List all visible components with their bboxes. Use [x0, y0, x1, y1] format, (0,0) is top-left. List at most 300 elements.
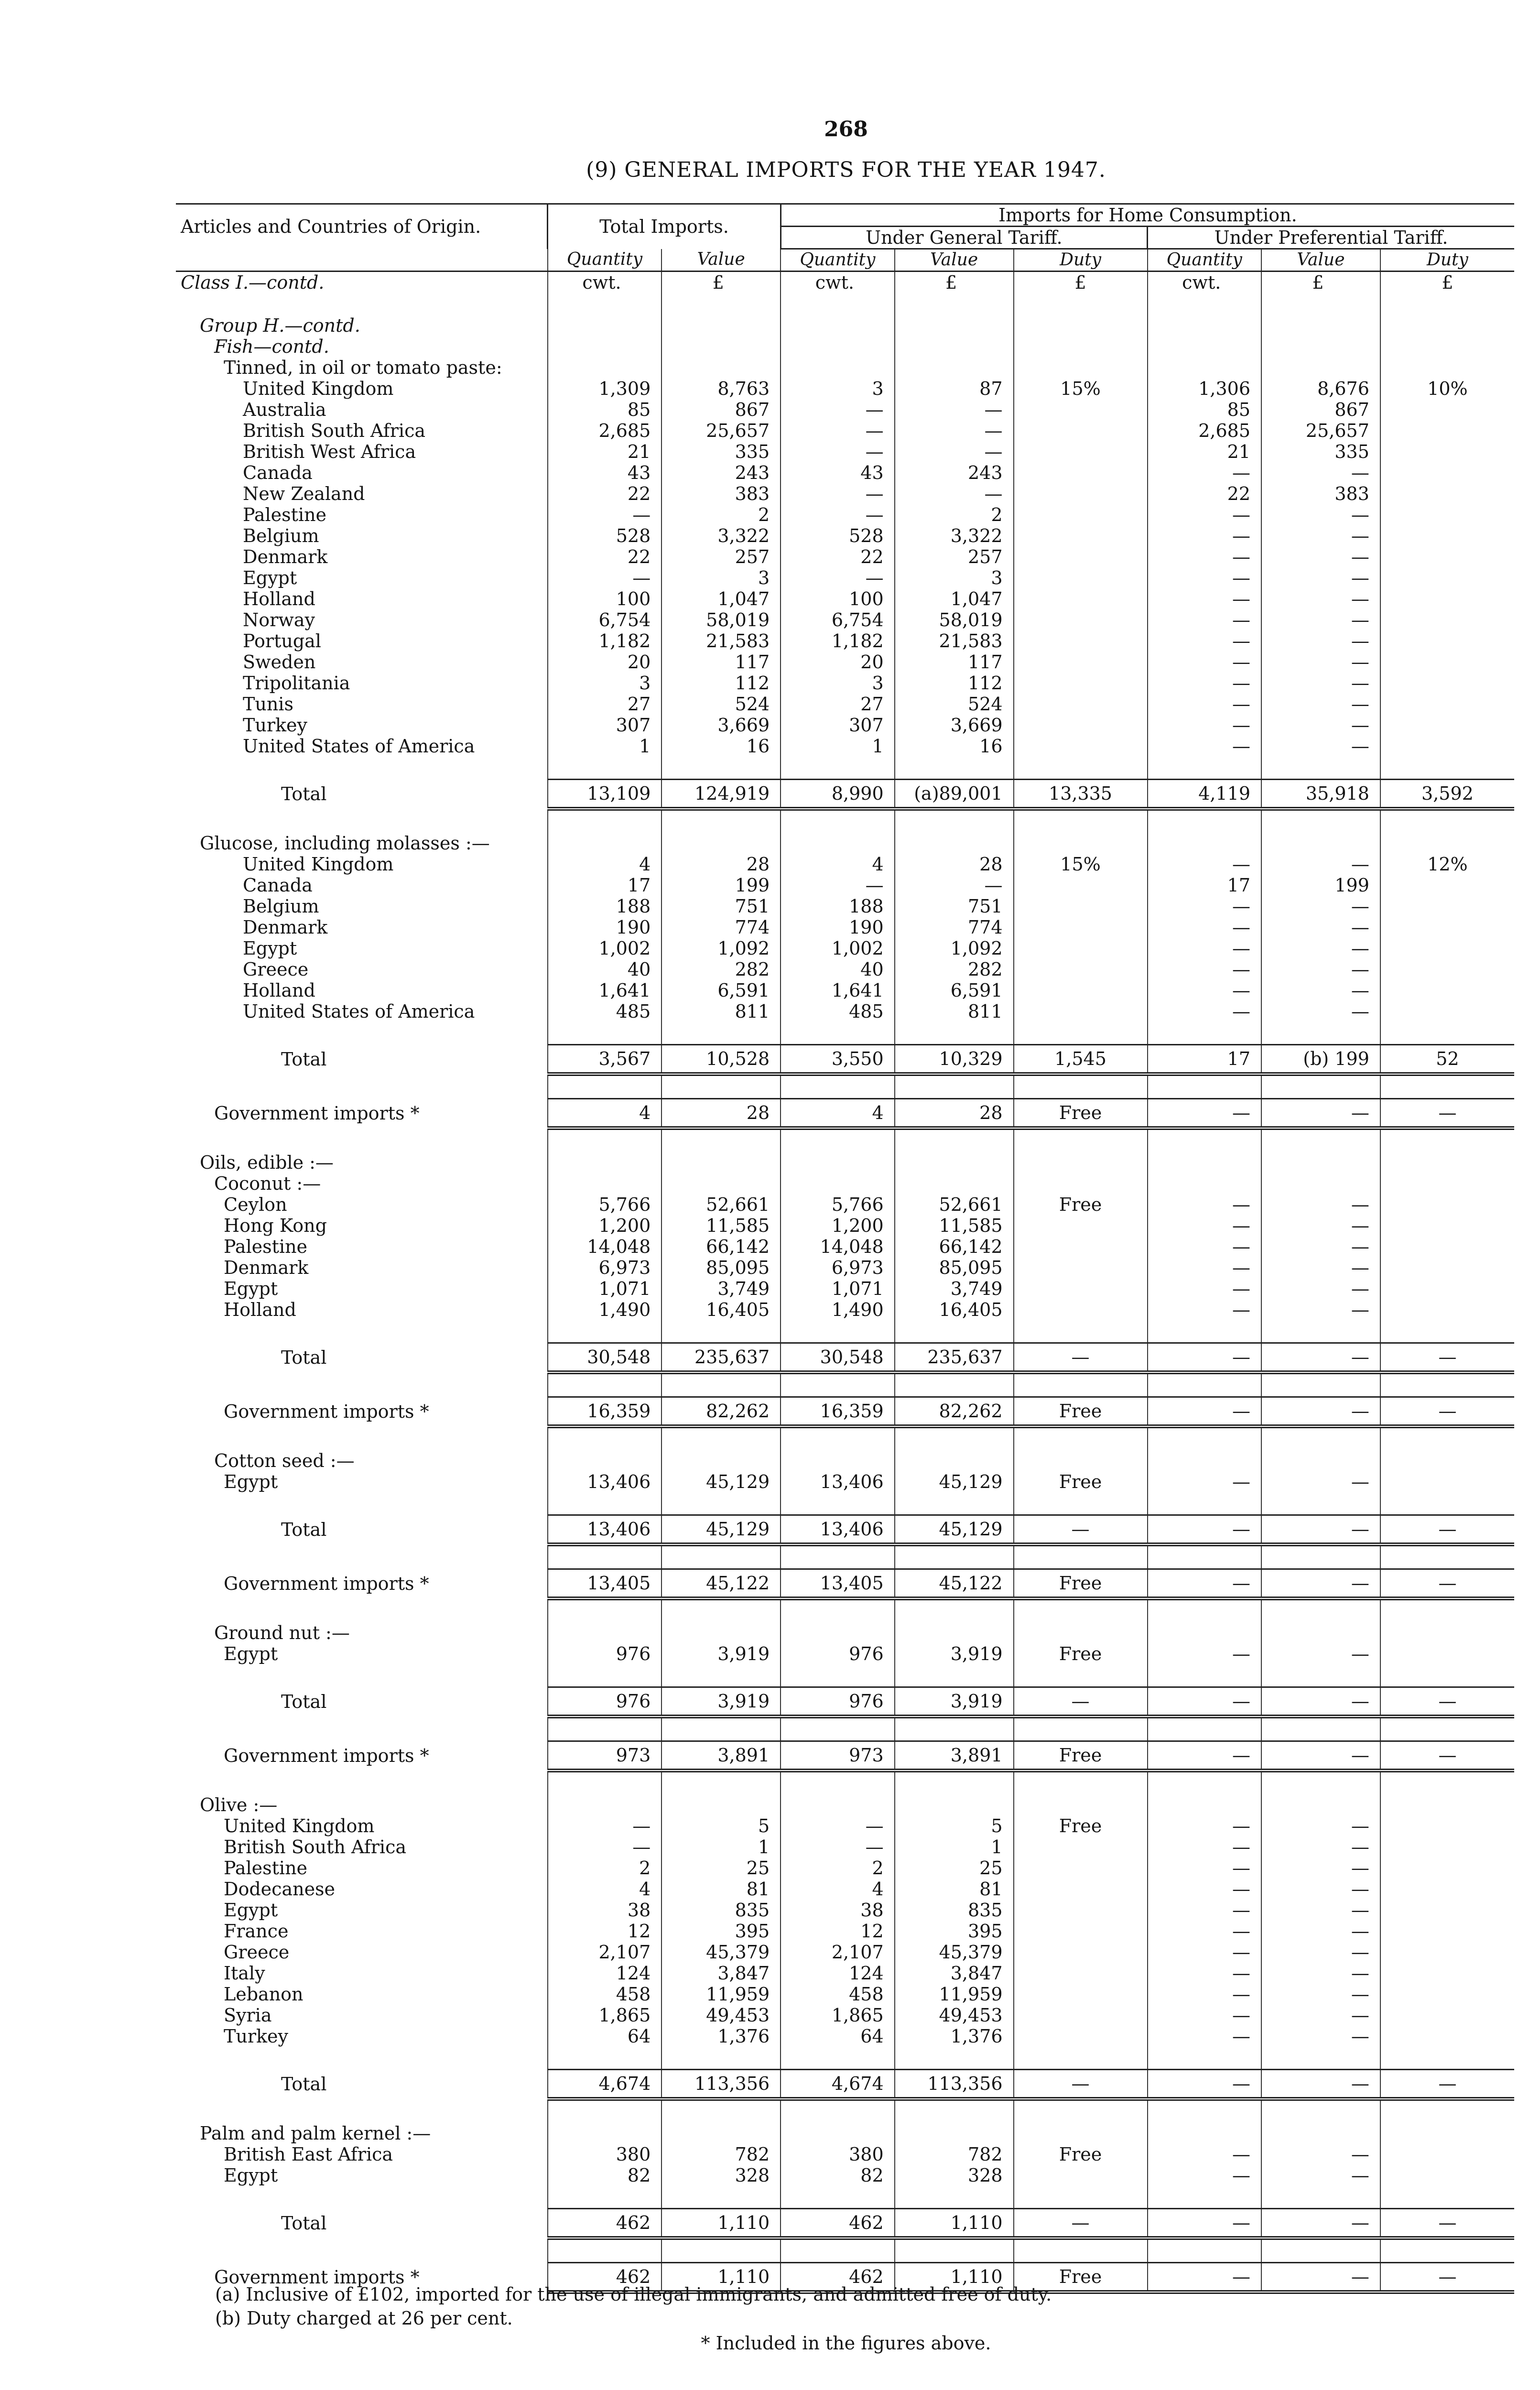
empty-cell — [1014, 1152, 1148, 1173]
cell-pref-quantity: — — [1148, 2070, 1262, 2099]
group-heading-row — [176, 1173, 1514, 1194]
spacer-cell — [662, 809, 781, 833]
spacer-cell — [662, 2099, 781, 2123]
cell-general-value: 49,453 — [895, 2005, 1014, 2026]
group-heading-row — [176, 1152, 1514, 1173]
cell-pref-duty — [1380, 462, 1514, 483]
cell-total-quantity: 13,405 — [548, 1569, 662, 1599]
cell-general-value: 45,379 — [895, 1942, 1014, 1963]
row-label: Denmark — [224, 1257, 309, 1278]
cell-general-quantity: 1,002 — [781, 938, 895, 959]
cell-general-duty: — — [1014, 1343, 1148, 1373]
table-row — [176, 1001, 1514, 1022]
cell-pref-duty — [1380, 399, 1514, 420]
cell-pref-value: — — [1261, 2005, 1380, 2026]
total-row — [176, 1569, 1514, 1599]
cell-general-duty — [1014, 1001, 1148, 1022]
spacer-cell — [1148, 1598, 1262, 1622]
spacer-cell — [1380, 2238, 1514, 2263]
spacer-cell — [781, 1022, 895, 1045]
cell-pref-value: 383 — [1261, 483, 1380, 504]
spacer-cell — [548, 2099, 662, 2123]
empty-cell — [1261, 1152, 1380, 1173]
cell-general-duty — [1014, 609, 1148, 630]
header-pref-value: Value — [1261, 249, 1380, 272]
cell-pref-value: — — [1261, 980, 1380, 1001]
cell-pref-duty — [1380, 2165, 1514, 2186]
spacer-cell — [662, 1320, 781, 1343]
cell-general-quantity: 14,048 — [781, 1236, 895, 1257]
cell-pref-value: — — [1261, 2263, 1380, 2292]
row-label: United States of America — [243, 736, 475, 757]
empty-cell — [1014, 2123, 1148, 2144]
empty-cell — [781, 336, 895, 357]
spacer-cell — [176, 1426, 548, 1450]
cell-pref-duty — [1380, 673, 1514, 694]
empty-cell — [1148, 1152, 1262, 1173]
spacer-cell — [1014, 293, 1148, 315]
total-row — [176, 2209, 1514, 2238]
spacer-cell — [1380, 1544, 1514, 1569]
spacer-cell — [1261, 1426, 1380, 1450]
cell-general-duty — [1014, 1963, 1148, 1984]
cell-pref-quantity: — — [1148, 1836, 1262, 1858]
cell-total-quantity: — — [548, 504, 662, 525]
spacer-cell — [662, 1716, 781, 1741]
spacer-cell — [548, 1320, 662, 1343]
spacer-cell — [1261, 2186, 1380, 2209]
header-pref-quantity: Quantity — [1148, 249, 1262, 272]
empty-cell — [1261, 1450, 1380, 1471]
cell-pref-value: 8,676 — [1261, 378, 1380, 399]
group-heading-row — [176, 315, 1514, 336]
cell-general-duty — [1014, 1942, 1148, 1963]
cell-general-quantity: 40 — [781, 959, 895, 980]
cell-pref-quantity: — — [1148, 525, 1262, 546]
spacer-cell — [176, 1074, 548, 1099]
cell-total-value: 3,322 — [662, 525, 781, 546]
spacer-cell — [662, 757, 781, 780]
cell-general-value: 85,095 — [895, 1257, 1014, 1278]
cell-pref-value: — — [1261, 1942, 1380, 1963]
row-label: Government imports * — [224, 1573, 429, 1595]
spacer-cell — [1380, 1771, 1514, 1794]
empty-cell — [1380, 1622, 1514, 1643]
empty-cell — [662, 1173, 781, 1194]
cell-general-duty — [1014, 715, 1148, 736]
cell-general-duty — [1014, 959, 1148, 980]
empty-cell — [1261, 1622, 1380, 1643]
cell-general-duty — [1014, 1236, 1148, 1257]
cell-general-quantity: 1,182 — [781, 630, 895, 652]
row-label: United Kingdom — [224, 1815, 375, 1836]
cell-total-quantity: — — [548, 1836, 662, 1858]
cell-general-value: 3 — [895, 567, 1014, 588]
cell-total-quantity: 307 — [548, 715, 662, 736]
row-label: Italy — [224, 1963, 265, 1984]
empty-cell — [548, 315, 662, 336]
empty-cell — [662, 833, 781, 854]
cell-total-quantity: 4 — [548, 1879, 662, 1900]
cell-total-value: 25,657 — [662, 420, 781, 441]
cell-total-quantity: 976 — [548, 1687, 662, 1717]
cell-general-duty: Free — [1014, 1741, 1148, 1771]
spacer-cell — [1014, 809, 1148, 833]
empty-cell — [1380, 2123, 1514, 2144]
cell-pref-value: — — [1261, 1215, 1380, 1236]
table-row — [176, 567, 1514, 588]
table-row — [176, 1215, 1514, 1236]
cell-total-quantity: 6,754 — [548, 609, 662, 630]
cell-total-quantity: 1,490 — [548, 1299, 662, 1320]
cell-total-value: 867 — [662, 399, 781, 420]
cell-total-quantity: 1,182 — [548, 630, 662, 652]
table-row — [176, 609, 1514, 630]
cell-general-value: 21,583 — [895, 630, 1014, 652]
cell-general-duty — [1014, 2005, 1148, 2026]
spacer-cell — [781, 2047, 895, 2070]
cell-general-duty — [1014, 588, 1148, 609]
row-label: Total — [281, 1049, 327, 1070]
unit-label: £ — [1261, 272, 1380, 293]
cell-pref-quantity: 85 — [1148, 399, 1262, 420]
cell-general-duty: 15% — [1014, 854, 1148, 875]
cell-general-quantity: — — [781, 441, 895, 462]
row-label: Ground nut :— — [214, 1622, 350, 1643]
cell-total-quantity: 380 — [548, 2144, 662, 2165]
document-title: (9) GENERAL IMPORTS FOR THE YEAR 1947. — [586, 158, 1106, 182]
spacer-cell — [1380, 1664, 1514, 1687]
cell-general-quantity: 1,490 — [781, 1299, 895, 1320]
table-row — [176, 378, 1514, 399]
cell-pref-value: — — [1261, 2026, 1380, 2047]
cell-total-value: 243 — [662, 462, 781, 483]
header-general-duty: Duty — [1014, 249, 1148, 272]
cell-general-quantity: 27 — [781, 694, 895, 715]
cell-general-value: 28 — [895, 854, 1014, 875]
table-row — [176, 588, 1514, 609]
cell-pref-quantity: 17 — [1148, 1045, 1262, 1075]
spacer-row — [176, 1664, 1514, 1687]
cell-general-value: 11,959 — [895, 1984, 1014, 2005]
cell-pref-value: — — [1261, 2165, 1380, 2186]
cell-general-value: 3,919 — [895, 1687, 1014, 1717]
spacer-cell — [1014, 2047, 1148, 2070]
spacer-cell — [1261, 1664, 1380, 1687]
spacer-cell — [1148, 2099, 1262, 2123]
cell-total-quantity: 1,865 — [548, 2005, 662, 2026]
spacer-cell — [895, 1771, 1014, 1794]
cell-total-value: 3,669 — [662, 715, 781, 736]
cell-general-value: 3,919 — [895, 1643, 1014, 1664]
cell-total-value: 28 — [662, 1099, 781, 1129]
cell-general-quantity: 6,973 — [781, 1257, 895, 1278]
cell-pref-value: — — [1261, 896, 1380, 917]
table-row — [176, 525, 1514, 546]
table-row — [176, 1836, 1514, 1858]
row-label: Tripolitania — [243, 673, 350, 694]
header-general-value: Value — [895, 249, 1014, 272]
cell-pref-duty — [1380, 1471, 1514, 1492]
cell-general-value: 1,110 — [895, 2209, 1014, 2238]
cell-general-quantity: 462 — [781, 2263, 895, 2292]
cell-general-duty: — — [1014, 1687, 1148, 1717]
empty-cell — [1380, 833, 1514, 854]
empty-cell — [662, 315, 781, 336]
spacer-cell — [781, 1664, 895, 1687]
spacer-cell — [1380, 1598, 1514, 1622]
spacer-cell — [781, 2238, 895, 2263]
spacer-cell — [1261, 293, 1380, 315]
cell-general-quantity: 4 — [781, 1099, 895, 1129]
spacer-cell — [781, 293, 895, 315]
cell-total-value: 383 — [662, 483, 781, 504]
table-row — [176, 673, 1514, 694]
cell-total-quantity: 2,107 — [548, 1942, 662, 1963]
spacer-cell — [781, 2186, 895, 2209]
cell-total-value: 8,763 — [662, 378, 781, 399]
cell-general-value: 45,122 — [895, 1569, 1014, 1599]
cell-general-duty: — — [1014, 2209, 1148, 2238]
empty-cell — [781, 1173, 895, 1194]
cell-general-duty — [1014, 938, 1148, 959]
cell-general-value: 45,129 — [895, 1515, 1014, 1545]
empty-cell — [1148, 1794, 1262, 1815]
cell-total-quantity: 1 — [548, 736, 662, 757]
cell-general-duty — [1014, 630, 1148, 652]
header-total-imports: Total Imports. — [548, 204, 781, 249]
cell-pref-quantity: — — [1148, 1643, 1262, 1664]
cell-general-quantity: 1 — [781, 736, 895, 757]
row-label: British South Africa — [243, 420, 426, 441]
cell-pref-value: (b) 199 — [1261, 1045, 1380, 1075]
cell-pref-duty: — — [1380, 1397, 1514, 1427]
cell-pref-value: — — [1261, 1643, 1380, 1664]
row-label: Palestine — [224, 1858, 308, 1879]
cell-pref-duty — [1380, 1643, 1514, 1664]
cell-pref-quantity: — — [1148, 694, 1262, 715]
cell-total-quantity: 124 — [548, 1963, 662, 1984]
cell-pref-value: — — [1261, 652, 1380, 673]
row-label: Total — [281, 1347, 327, 1369]
cell-pref-value: — — [1261, 630, 1380, 652]
empty-cell — [1148, 1173, 1262, 1194]
cell-general-duty — [1014, 896, 1148, 917]
spacer-cell — [1261, 1372, 1380, 1397]
cell-pref-duty — [1380, 1984, 1514, 2005]
cell-pref-quantity: — — [1148, 1741, 1262, 1771]
cell-pref-quantity: — — [1148, 1963, 1262, 1984]
spacer-cell — [176, 2047, 548, 2070]
cell-total-quantity: 458 — [548, 1984, 662, 2005]
spacer-row — [176, 1771, 1514, 1794]
unit-label: £ — [662, 272, 781, 293]
spacer-cell — [662, 2186, 781, 2209]
cell-pref-quantity: — — [1148, 2005, 1262, 2026]
cell-pref-quantity: — — [1148, 2144, 1262, 2165]
spacer-cell — [176, 293, 548, 315]
spacer-cell — [662, 293, 781, 315]
cell-pref-value: — — [1261, 715, 1380, 736]
cell-pref-value: — — [1261, 1397, 1380, 1427]
cell-pref-duty: — — [1380, 1569, 1514, 1599]
empty-cell — [1380, 315, 1514, 336]
spacer-cell — [176, 1022, 548, 1045]
spacer-cell — [548, 1664, 662, 1687]
cell-total-value: 58,019 — [662, 609, 781, 630]
cell-general-quantity: 4 — [781, 854, 895, 875]
spacer-cell — [1261, 1771, 1380, 1794]
spacer-cell — [548, 2047, 662, 2070]
spacer-cell — [781, 1426, 895, 1450]
cell-total-value: 328 — [662, 2165, 781, 2186]
cell-general-quantity: 64 — [781, 2026, 895, 2047]
cell-general-duty — [1014, 736, 1148, 757]
empty-cell — [1148, 1622, 1262, 1643]
cell-general-value: — — [895, 420, 1014, 441]
cell-general-quantity: 1,865 — [781, 2005, 895, 2026]
cell-pref-value: — — [1261, 1257, 1380, 1278]
table-row — [176, 1471, 1514, 1492]
table-row — [176, 630, 1514, 652]
cell-general-quantity: 100 — [781, 588, 895, 609]
cell-pref-duty — [1380, 504, 1514, 525]
cell-general-duty — [1014, 917, 1148, 938]
spacer-cell — [662, 1426, 781, 1450]
row-label: Greece — [224, 1942, 290, 1963]
spacer-cell — [1014, 757, 1148, 780]
table-row — [176, 483, 1514, 504]
spacer-cell — [548, 1598, 662, 1622]
group-heading-row — [176, 357, 1514, 378]
spacer-cell — [1014, 1426, 1148, 1450]
cell-pref-quantity: — — [1148, 1299, 1262, 1320]
unit-label: cwt. — [548, 272, 662, 293]
unit-label: £ — [895, 272, 1014, 293]
row-label: Portugal — [243, 630, 321, 652]
spacer-cell — [1261, 757, 1380, 780]
row-label: Cotton seed :— — [214, 1450, 355, 1471]
cell-general-quantity: 4 — [781, 1879, 895, 1900]
row-label: Egypt — [243, 938, 297, 959]
cell-pref-duty: — — [1380, 2070, 1514, 2099]
table-row — [176, 652, 1514, 673]
spacer-cell — [1261, 1074, 1380, 1099]
cell-general-duty: Free — [1014, 1815, 1148, 1836]
cell-pref-quantity: — — [1148, 854, 1262, 875]
cell-general-duty — [1014, 1278, 1148, 1299]
cell-pref-duty — [1380, 1001, 1514, 1022]
spacer-cell — [781, 1320, 895, 1343]
spacer-cell — [781, 809, 895, 833]
cell-total-value: 16 — [662, 736, 781, 757]
row-label: Canada — [243, 462, 313, 483]
cell-pref-quantity: — — [1148, 938, 1262, 959]
spacer-cell — [176, 1664, 548, 1687]
group-heading-row — [176, 1450, 1514, 1471]
empty-cell — [1014, 315, 1148, 336]
cell-total-quantity: 20 — [548, 652, 662, 673]
cell-total-value: 395 — [662, 1921, 781, 1942]
row-label: Egypt — [224, 1471, 278, 1492]
cell-general-value: 6,591 — [895, 980, 1014, 1001]
cell-total-value: 11,585 — [662, 1215, 781, 1236]
cell-general-value: 82,262 — [895, 1397, 1014, 1427]
cell-pref-duty: 10% — [1380, 378, 1514, 399]
cell-total-value: 235,637 — [662, 1343, 781, 1373]
empty-cell — [781, 357, 895, 378]
row-label: Turkey — [224, 2026, 288, 2047]
spacer-row — [176, 2099, 1514, 2123]
cell-general-value: 524 — [895, 694, 1014, 715]
cell-pref-duty — [1380, 959, 1514, 980]
spacer-cell — [176, 1128, 548, 1152]
table-row — [176, 2026, 1514, 2047]
cell-total-value: 124,919 — [662, 780, 781, 809]
cell-pref-duty — [1380, 875, 1514, 896]
spacer-cell — [895, 2186, 1014, 2209]
spacer-cell — [1380, 2099, 1514, 2123]
spacer-cell — [662, 1598, 781, 1622]
row-label: Government imports * — [224, 1745, 429, 1767]
cell-pref-value: — — [1261, 1099, 1380, 1129]
spacer-cell — [1148, 2186, 1262, 2209]
spacer-cell — [1148, 1771, 1262, 1794]
cell-pref-value: 199 — [1261, 875, 1380, 896]
cell-general-duty: Free — [1014, 2144, 1148, 2165]
cell-pref-duty: — — [1380, 1515, 1514, 1545]
group-heading-row — [176, 833, 1514, 854]
empty-cell — [1261, 336, 1380, 357]
cell-total-quantity: 13,406 — [548, 1515, 662, 1545]
cell-general-value: 282 — [895, 959, 1014, 980]
spacer-cell — [1014, 1716, 1148, 1741]
spacer-cell — [895, 1492, 1014, 1515]
cell-pref-duty — [1380, 567, 1514, 588]
cell-general-value: 3,749 — [895, 1278, 1014, 1299]
cell-pref-duty: — — [1380, 1343, 1514, 1373]
row-label: Australia — [243, 399, 326, 420]
cell-total-quantity: 462 — [548, 2209, 662, 2238]
cell-total-quantity: — — [548, 567, 662, 588]
cell-general-quantity: 528 — [781, 525, 895, 546]
cell-pref-value: — — [1261, 1343, 1380, 1373]
table-row — [176, 694, 1514, 715]
page-number: 268 — [824, 117, 868, 141]
cell-general-duty — [1014, 652, 1148, 673]
spacer-cell — [1014, 2238, 1148, 2263]
cell-pref-duty: — — [1380, 2263, 1514, 2292]
cell-general-quantity: 188 — [781, 896, 895, 917]
cell-general-quantity: — — [781, 483, 895, 504]
cell-general-quantity: 2,107 — [781, 1942, 895, 1963]
cell-pref-duty — [1380, 917, 1514, 938]
cell-general-value: 243 — [895, 462, 1014, 483]
spacer-cell — [548, 293, 662, 315]
table-body — [176, 272, 1514, 2292]
empty-cell — [1148, 336, 1262, 357]
cell-pref-duty: — — [1380, 1099, 1514, 1129]
empty-cell — [1380, 336, 1514, 357]
spacer-row — [176, 1022, 1514, 1045]
empty-cell — [1148, 315, 1262, 336]
row-label: Total — [281, 1691, 327, 1713]
cell-pref-quantity: — — [1148, 546, 1262, 567]
cell-total-quantity: 1,641 — [548, 980, 662, 1001]
spacer-cell — [895, 1598, 1014, 1622]
spacer-cell — [1261, 1598, 1380, 1622]
cell-general-quantity: 43 — [781, 462, 895, 483]
